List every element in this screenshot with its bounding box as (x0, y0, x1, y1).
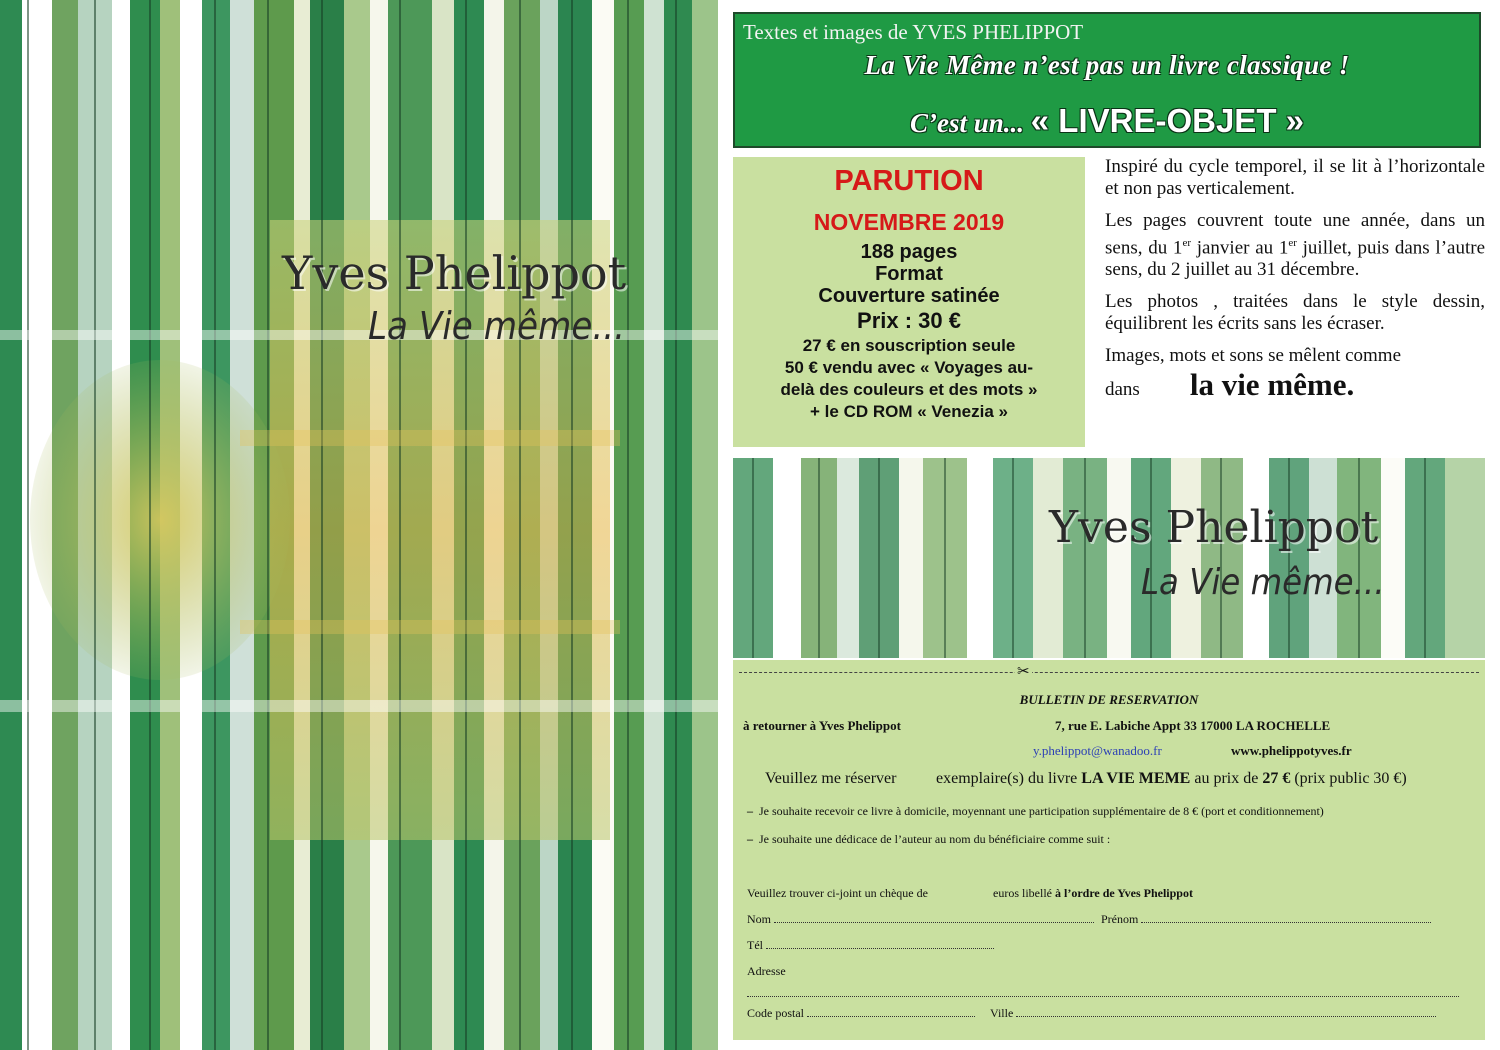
cp-ville-row (747, 1006, 1436, 1021)
desc-paragraph-1: Inspiré du cycle temporel, il se lit à l’horizontale et non pas verticalement. (1105, 156, 1485, 199)
code-postal-label: Code postal (747, 1006, 804, 1020)
adresse-label: Adresse (747, 964, 786, 978)
nom-field[interactable] (774, 912, 1094, 923)
ville-field[interactable] (1016, 1006, 1436, 1017)
desc-paragraph-2: Les pages couvrent toute une année, dans un sens, du 1er janvier au 1er juillet, puis dans l’autre sens, du 2 juillet au 31 décembre. (1105, 210, 1486, 281)
cut-line (739, 672, 1479, 673)
email-link[interactable]: y.phelippot@wanadoo.fr (1033, 743, 1162, 758)
parution-date: NOVEMBRE 2019 (813, 209, 1005, 235)
la-vie-meme-emphasis: la vie même. (1189, 367, 1355, 403)
option-home-delivery[interactable]: – Je souhaite recevoir ce livre à domicile, moyennant une participation supplémentaire de 8 € (port et conditionnement) (747, 804, 1324, 818)
nom-prenom-row (747, 912, 1431, 927)
cover-author: Yves Phelippot (282, 246, 627, 300)
headline-prefix: C’est un... (909, 108, 1025, 138)
price: Prix : 30 € (857, 308, 961, 333)
tel-label: Tél (747, 938, 763, 952)
bundle-line-2: delà des couleurs et des mots » (780, 380, 1038, 399)
prenom-label: Prénom (1101, 912, 1139, 926)
ville-label: Ville (990, 1006, 1014, 1020)
parution-title: PARUTION (834, 165, 984, 197)
banner-image (733, 458, 1485, 658)
book-description (1105, 156, 1485, 411)
cover-finish: Couverture satinée (818, 285, 1000, 307)
option-dedication[interactable]: – Je souhaite une dédicace de l’auteur au nom du bénéficiaire comme suit : (747, 832, 1111, 846)
banner-book-title: La Vie même... (1141, 562, 1385, 603)
bundle-line-1: 50 € vendu avec « Voyages au- (784, 358, 1034, 377)
cover-book-title: La Vie même... (368, 304, 626, 348)
parution-panel (733, 157, 1085, 447)
nom-label: Nom (747, 912, 771, 926)
order-intro: Veuillez me réserver (765, 770, 897, 787)
cheque-intro: Veuillez trouver ci-joint un chèque de (747, 886, 928, 900)
subscription-price: 27 € en souscription seule (802, 336, 1016, 355)
page-count: 188 pages (860, 241, 958, 263)
desc-paragraph-3: Les photos , traitées dans le style dessin, équilibrent les écrits sans les écraser. (1105, 291, 1485, 335)
banner-author: Yves Phelippot (1049, 502, 1379, 553)
headline-livre-objet (735, 102, 1479, 140)
code-postal-field[interactable] (807, 1006, 975, 1017)
tel-field[interactable] (766, 938, 994, 949)
order-details: exemplaire(s) du livre LA VIE MEME au prix de 27 € (prix public 30 €) (936, 770, 1407, 787)
postal-address: 7, rue E. Labiche Appt 33 17000 LA ROCHELLE (1055, 718, 1331, 733)
scissors-icon: ✂ (1017, 664, 1030, 680)
desc-paragraph-4: Images, mots et sons se mêlent comme dans la vie même. (1105, 345, 1402, 403)
adresse-line[interactable] (747, 986, 1459, 1001)
book-cover (0, 0, 718, 1050)
tel-row (747, 938, 994, 953)
return-to: à retourner à Yves Phelippot (743, 718, 901, 733)
cover-artwork (0, 0, 718, 1050)
headline-objet: « LIVRE-OBJET » (1030, 102, 1304, 139)
headline-banner (733, 12, 1481, 148)
prenom-field[interactable] (1141, 912, 1431, 923)
credit-line: Textes et images de YVES PHELIPPOT (743, 20, 1084, 44)
website-link[interactable]: www.phelippotyves.fr (1231, 743, 1352, 758)
parution-details (733, 241, 1085, 423)
cheque-order: euros libellé à l’ordre de Yves Phelippot (993, 886, 1193, 900)
adresse-row (747, 964, 786, 979)
form-title: BULLETIN DE RESERVATION (1019, 692, 1199, 707)
headline-classic: La Vie Même n’est pas un livre classique ! (864, 50, 1350, 80)
reservation-form (733, 660, 1485, 1040)
bundle-line-3: + le CD ROM « Venezia » (810, 402, 1008, 421)
format-label: Format (875, 263, 943, 285)
banner-artwork (733, 458, 1485, 658)
